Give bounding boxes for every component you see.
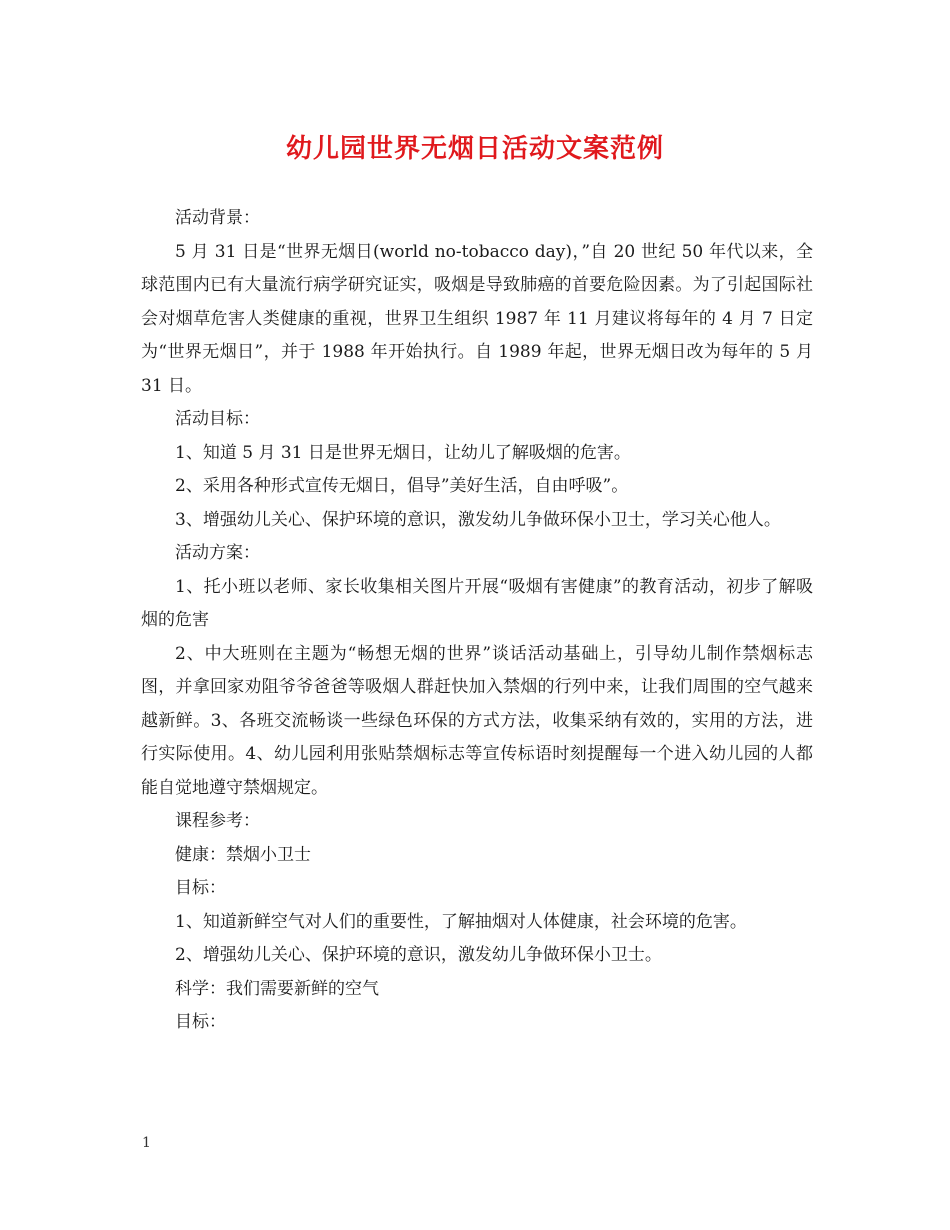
plan-item-2: 2、中大班则在主题为“畅想无烟的世界”谈话活动基础上，引导幼儿制作禁烟标志图，并拿回家劝阻爷爷爸爸等吸烟人群赶快加入禁烟的行列中来，让我们周围的空气越来越新鲜。3、各班交流畅谈一些绿色环保的方式方法，收集采纳有效的，实用的方法，进行实际使用。4、幼儿园利用张贴禁烟标志等宣传标语时刻提醒每一个进入幼儿园的人都能自觉地遵守禁烟规定。 [141, 643, 813, 798]
course-science-title: 科学：我们需要新鲜的空气 [175, 978, 379, 999]
heading-course-reference: 课程参考： [175, 811, 260, 831]
page-number: 1 [142, 1135, 151, 1151]
course-goal-item-2: 2、增强幼儿关心、保护环境的意识，激发幼儿争做环保小卫士。 [175, 945, 662, 965]
heading-science-goals: 目标： [175, 1012, 226, 1032]
heading-course-goals: 目标： [175, 878, 226, 898]
heading-goals: 活动目标： [175, 409, 260, 429]
goal-item-2: 2、采用各种形式宣传无烟日，倡导”美好生活，自由呼吸”。 [175, 476, 629, 496]
plan-item-1: 1、托小班以老师、家长收集相关图片开展“吸烟有害健康”的教育活动，初步了解吸烟的危害 [141, 576, 813, 630]
course-goal-item-1: 1、知道新鲜空气对人们的重要性，了解抽烟对人体健康，社会环境的危害。 [175, 911, 747, 932]
paragraph-background: 5 月 31 日是“世界无烟日(world no-tobacco day)，”自 20 世纪 50 年代以来，全球范围内已有大量流行病学研究证实，吸烟是导致肺癌的首要危险因素。为了引起国际社会对烟草危害人类健康的重视，世界卫生组织 1987 年 11 月建议将每年的 4 月 7 日定为“世界无烟日”，并于 1988 年开始执行。自 1989 年起，世界无烟日改为每年的 5 月 31 日。 [141, 241, 813, 396]
course-health-title: 健康：禁烟小卫士 [175, 844, 311, 865]
document-title: 幼儿园世界无烟日活动文案范例 [285, 134, 664, 164]
goal-item-3: 3、增强幼儿关心、保护环境的意识，激发幼儿争做环保小卫士，学习关心他人。 [175, 509, 781, 530]
heading-plan: 活动方案： [175, 543, 260, 563]
heading-background: 活动背景： [175, 208, 260, 228]
goal-item-1: 1、知道 5 月 31 日是世界无烟日，让幼儿了解吸烟的危害。 [175, 442, 631, 463]
document-body [141, 202, 813, 1040]
